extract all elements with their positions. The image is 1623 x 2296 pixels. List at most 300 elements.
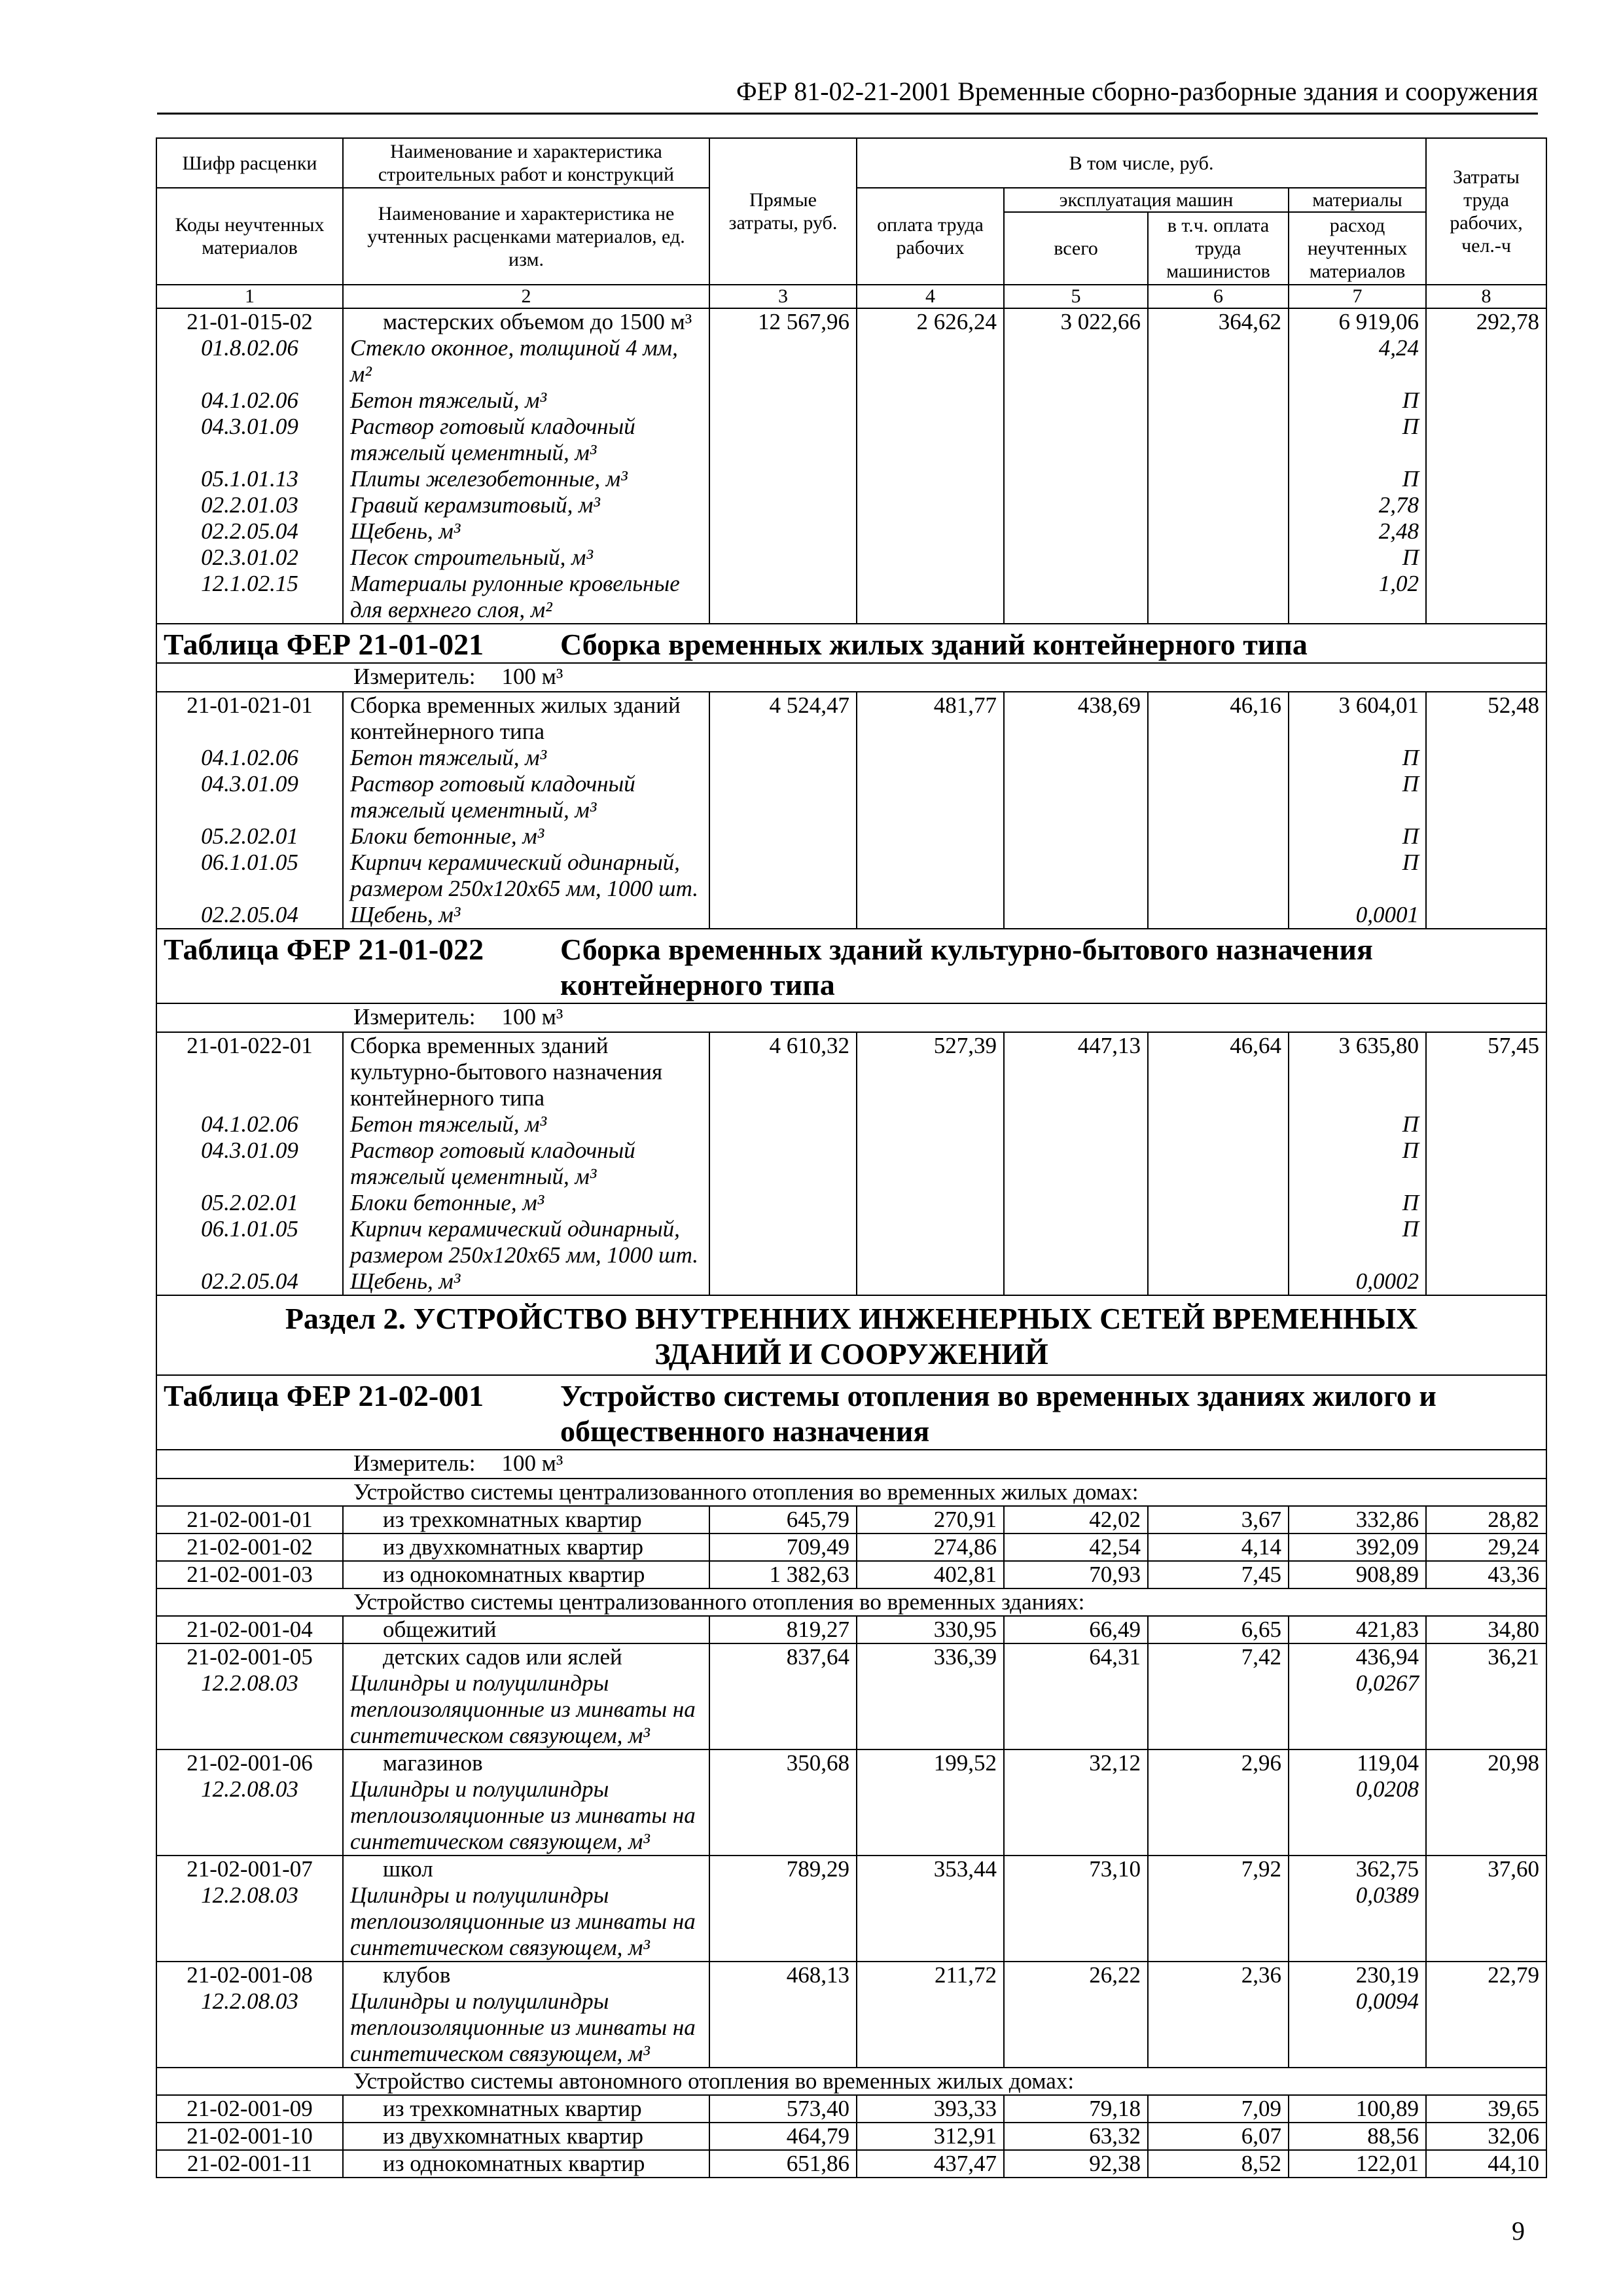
rate-value: 837,64	[709, 1643, 857, 1670]
rate-value: 199,52	[857, 1749, 1004, 1776]
rate-value: 8,52	[1148, 2150, 1289, 2178]
col-num: 8	[1426, 285, 1546, 308]
rate-value: 20,98	[1426, 1749, 1546, 1776]
page-number: 9	[1512, 2216, 1525, 2246]
subheading-row	[156, 2068, 1546, 2095]
rate-row	[156, 2123, 1546, 2150]
material-code: 04.1.02.06	[156, 387, 343, 414]
material-code: 05.2.02.01	[156, 823, 343, 850]
rate-name: магазинов	[343, 1749, 709, 1776]
empty-cell	[1148, 414, 1289, 466]
empty-cell	[1426, 466, 1546, 492]
empty-cell	[709, 1268, 857, 1295]
material-row	[156, 571, 1546, 624]
material-name: Кирпич керамический одинарный, размером 250х120х65 мм, 1000 шт.	[343, 1216, 709, 1268]
empty-cell	[1426, 771, 1546, 823]
rate-value: 88,56	[1289, 2123, 1426, 2150]
subheading: Устройство системы автономного отопления во временных жилых домах:	[156, 2068, 1546, 2095]
material-consumption: 0,0267	[1289, 1670, 1426, 1749]
rate-value: 32,06	[1426, 2123, 1546, 2150]
table-title-row	[156, 624, 1546, 663]
col-num: 4	[857, 285, 1004, 308]
material-consumption: П	[1289, 1216, 1426, 1268]
header-uncounted-codes: Коды неучтенных материалов	[156, 188, 343, 285]
measure-row	[156, 663, 1546, 692]
table-title-row	[156, 929, 1546, 1003]
subheading-row	[156, 1588, 1546, 1616]
empty-cell	[1148, 1111, 1289, 1138]
empty-cell	[857, 492, 1004, 518]
empty-cell	[709, 1988, 857, 2068]
material-code: 04.1.02.06	[156, 1111, 343, 1138]
col-num: 6	[1148, 285, 1289, 308]
rate-value: 645,79	[709, 1506, 857, 1534]
material-row	[156, 414, 1546, 466]
material-code: 01.8.02.06	[156, 335, 343, 387]
header-machines-total: всего	[1004, 212, 1148, 285]
empty-cell	[1148, 466, 1289, 492]
rate-row	[156, 1962, 1546, 1988]
rate-code: 21-01-021-01	[156, 692, 343, 745]
table-number: Таблица ФЕР 21-01-022	[164, 933, 484, 966]
empty-cell	[709, 745, 857, 771]
rate-value: 32,12	[1004, 1749, 1148, 1776]
section-title-row	[156, 1295, 1546, 1375]
rate-value: 393,33	[857, 2095, 1004, 2123]
empty-cell	[857, 1988, 1004, 2068]
empty-cell	[1426, 1268, 1546, 1295]
empty-cell	[1426, 745, 1546, 771]
rate-value: 330,95	[857, 1616, 1004, 1643]
rate-code: 21-01-022-01	[156, 1032, 343, 1111]
rate-row	[156, 692, 1546, 745]
rate-row	[156, 1506, 1546, 1534]
header-including: В том числе, руб.	[857, 138, 1426, 188]
empty-cell	[709, 1111, 857, 1138]
rate-name: общежитий	[343, 1616, 709, 1643]
empty-cell	[1004, 823, 1148, 850]
material-name: Блоки бетонные, м³	[343, 1190, 709, 1216]
rate-code: 21-02-001-08	[156, 1962, 343, 1988]
empty-cell	[1004, 414, 1148, 466]
material-consumption: 4,24	[1289, 335, 1426, 387]
rate-value: 353,44	[857, 1856, 1004, 1882]
material-row	[156, 387, 1546, 414]
empty-cell	[709, 850, 857, 902]
material-code: 06.1.01.05	[156, 1216, 343, 1268]
rate-value: 12 567,96	[709, 308, 857, 335]
rate-code: 21-02-001-10	[156, 2123, 343, 2150]
material-code: 12.2.08.03	[156, 1882, 343, 1962]
empty-cell	[1004, 1670, 1148, 1749]
empty-cell	[1004, 492, 1148, 518]
empty-cell	[1426, 1988, 1546, 2068]
rate-value: 332,86	[1289, 1506, 1426, 1534]
material-name: Плиты железобетонные, м³	[343, 466, 709, 492]
header-mat-consumption: расход неучтенных материалов	[1289, 212, 1426, 285]
rate-value: 46,16	[1148, 692, 1289, 745]
material-consumption: П	[1289, 387, 1426, 414]
material-consumption: П	[1289, 414, 1426, 466]
header-materials: материалы	[1289, 188, 1426, 212]
rate-value: 7,09	[1148, 2095, 1289, 2123]
rate-value: 3 022,66	[1004, 308, 1148, 335]
rate-value: 1 382,63	[709, 1561, 857, 1588]
rate-value: 2,36	[1148, 1962, 1289, 1988]
material-code: 12.1.02.15	[156, 571, 343, 624]
empty-cell	[857, 1111, 1004, 1138]
empty-cell	[709, 387, 857, 414]
empty-cell	[1004, 571, 1148, 624]
rate-code: 21-01-015-02	[156, 308, 343, 335]
empty-cell	[1426, 1882, 1546, 1962]
material-code: 12.2.08.03	[156, 1988, 343, 2068]
measure	[156, 663, 1546, 692]
measure-label: Измеритель:	[353, 664, 476, 689]
material-code: 02.3.01.02	[156, 545, 343, 571]
material-name: Бетон тяжелый, м³	[343, 1111, 709, 1138]
rate-value: 66,49	[1004, 1616, 1148, 1643]
empty-cell	[1148, 387, 1289, 414]
rate-value: 7,45	[1148, 1561, 1289, 1588]
empty-cell	[1004, 902, 1148, 929]
rate-name: клубов	[343, 1962, 709, 1988]
rate-value: 4,14	[1148, 1534, 1289, 1561]
rate-value: 119,04	[1289, 1749, 1426, 1776]
empty-cell	[709, 466, 857, 492]
material-consumption: 2,48	[1289, 518, 1426, 545]
empty-cell	[1148, 902, 1289, 929]
empty-cell	[1148, 771, 1289, 823]
empty-cell	[1148, 1190, 1289, 1216]
rate-name: из двухкомнатных квартир	[343, 2123, 709, 2150]
measure-value: 100 м³	[501, 664, 563, 689]
rate-value: 63,32	[1004, 2123, 1148, 2150]
empty-cell	[857, 571, 1004, 624]
table-title	[156, 1375, 1546, 1450]
empty-cell	[709, 545, 857, 571]
empty-cell	[1004, 1268, 1148, 1295]
empty-cell	[1426, 823, 1546, 850]
subheading: Устройство системы централизованного отопления во временных жилых домах:	[156, 1479, 1546, 1506]
empty-cell	[1004, 1190, 1148, 1216]
empty-cell	[857, 1216, 1004, 1268]
material-consumption: 0,0389	[1289, 1882, 1426, 1962]
empty-cell	[857, 850, 1004, 902]
header-code: Шифр расценки	[156, 138, 343, 188]
empty-cell	[857, 466, 1004, 492]
rate-value: 336,39	[857, 1643, 1004, 1670]
material-consumption: 0,0094	[1289, 1988, 1426, 2068]
rate-value: 37,60	[1426, 1856, 1546, 1882]
rate-code: 21-02-001-07	[156, 1856, 343, 1882]
material-consumption: 0,0002	[1289, 1268, 1426, 1295]
col-num: 5	[1004, 285, 1148, 308]
material-name: Песок строительный, м³	[343, 545, 709, 571]
table-title	[156, 929, 1546, 1003]
empty-cell	[1004, 1111, 1148, 1138]
rate-value: 270,91	[857, 1506, 1004, 1534]
rate-code: 21-02-001-02	[156, 1534, 343, 1561]
rate-value: 436,94	[1289, 1643, 1426, 1670]
empty-cell	[1148, 518, 1289, 545]
empty-cell	[1004, 771, 1148, 823]
empty-cell	[709, 1138, 857, 1190]
empty-cell	[1426, 518, 1546, 545]
empty-cell	[857, 414, 1004, 466]
material-code: 02.2.05.04	[156, 518, 343, 545]
empty-cell	[1426, 335, 1546, 387]
material-consumption: П	[1289, 1190, 1426, 1216]
material-code: 04.1.02.06	[156, 745, 343, 771]
empty-cell	[709, 771, 857, 823]
rate-name: школ	[343, 1856, 709, 1882]
material-consumption: П	[1289, 545, 1426, 571]
rate-value: 4 524,47	[709, 692, 857, 745]
rate-value: 468,13	[709, 1962, 857, 1988]
rate-value: 819,27	[709, 1616, 857, 1643]
empty-cell	[1426, 1216, 1546, 1268]
empty-cell	[1426, 1190, 1546, 1216]
table-header-row-1	[156, 138, 1546, 188]
empty-cell	[1148, 745, 1289, 771]
material-row	[156, 850, 1546, 902]
empty-cell	[1004, 745, 1148, 771]
rate-name: Сборка временных зданий культурно-бытового назначения контейнерного типа	[343, 1032, 709, 1111]
subheading: Устройство системы централизованного отопления во временных зданиях:	[156, 1588, 1546, 1616]
material-row	[156, 1111, 1546, 1138]
rate-value: 908,89	[1289, 1561, 1426, 1588]
empty-cell	[1148, 1216, 1289, 1268]
empty-cell	[1148, 1268, 1289, 1295]
material-row	[156, 1882, 1546, 1962]
material-name: Кирпич керамический одинарный, размером 250х120х65 мм, 1000 шт.	[343, 850, 709, 902]
measure	[156, 1450, 1546, 1479]
rate-value: 6,65	[1148, 1616, 1289, 1643]
material-row	[156, 466, 1546, 492]
empty-cell	[709, 335, 857, 387]
empty-cell	[1148, 335, 1289, 387]
material-code: 04.3.01.09	[156, 771, 343, 823]
empty-cell	[857, 1882, 1004, 1962]
rate-value: 28,82	[1426, 1506, 1546, 1534]
empty-cell	[1004, 466, 1148, 492]
empty-cell	[1148, 1670, 1289, 1749]
empty-cell	[857, 335, 1004, 387]
material-name: Раствор готовый кладочный тяжелый цементный, м³	[343, 414, 709, 466]
rate-value: 36,21	[1426, 1643, 1546, 1670]
rate-value: 4 610,32	[709, 1032, 857, 1111]
page-header: ФЕР 81-02-21-2001 Временные сборно-разборные здания и сооружения	[157, 73, 1538, 115]
table-title-text: Сборка временных жилых зданий контейнерного типа	[560, 628, 1308, 661]
rate-value: 57,45	[1426, 1032, 1546, 1111]
rate-value: 122,01	[1289, 2150, 1426, 2178]
rate-value: 402,81	[857, 1561, 1004, 1588]
material-code: 04.3.01.09	[156, 414, 343, 466]
material-row	[156, 492, 1546, 518]
empty-cell	[1148, 823, 1289, 850]
rate-row	[156, 1856, 1546, 1882]
empty-cell	[1004, 1138, 1148, 1190]
material-name: Цилиндры и полуцилиндры теплоизоляционные из минваты на синтетическом связующем, м³	[343, 1882, 709, 1962]
header-machinist-pay: в т.ч. оплата труда машинистов	[1148, 212, 1289, 285]
material-row	[156, 745, 1546, 771]
rate-code: 21-02-001-05	[156, 1643, 343, 1670]
material-consumption: П	[1289, 771, 1426, 823]
rate-value: 350,68	[709, 1749, 857, 1776]
material-code: 12.2.08.03	[156, 1776, 343, 1856]
header-name: Наименование и характеристика строительных работ и конструкций	[343, 138, 709, 188]
empty-cell	[709, 1776, 857, 1856]
rate-value: 6,07	[1148, 2123, 1289, 2150]
material-row	[156, 1138, 1546, 1190]
rate-value: 46,64	[1148, 1032, 1289, 1111]
material-consumption: 0,0001	[1289, 902, 1426, 929]
material-code: 02.2.05.04	[156, 902, 343, 929]
price-table	[156, 137, 1547, 2178]
rate-value: 2 626,24	[857, 308, 1004, 335]
material-name: Бетон тяжелый, м³	[343, 745, 709, 771]
empty-cell	[1148, 1988, 1289, 2068]
empty-cell	[1004, 1216, 1148, 1268]
rate-value: 447,13	[1004, 1032, 1148, 1111]
empty-cell	[1148, 1138, 1289, 1190]
rate-value: 92,38	[1004, 2150, 1148, 2178]
material-consumption: П	[1289, 1111, 1426, 1138]
material-row	[156, 518, 1546, 545]
material-row	[156, 1268, 1546, 1295]
empty-cell	[709, 492, 857, 518]
material-row	[156, 335, 1546, 387]
empty-cell	[857, 387, 1004, 414]
empty-cell	[709, 902, 857, 929]
empty-cell	[1426, 387, 1546, 414]
col-num: 3	[709, 285, 857, 308]
rate-value: 79,18	[1004, 2095, 1148, 2123]
rate-value: 39,65	[1426, 2095, 1546, 2123]
empty-cell	[1004, 850, 1148, 902]
rate-name: детских садов или яслей	[343, 1643, 709, 1670]
rate-value: 64,31	[1004, 1643, 1148, 1670]
empty-cell	[857, 518, 1004, 545]
table-number: Таблица ФЕР 21-02-001	[164, 1379, 484, 1412]
empty-cell	[1004, 335, 1148, 387]
empty-cell	[1426, 492, 1546, 518]
rate-row	[156, 2095, 1546, 2123]
rate-value: 709,49	[709, 1534, 857, 1561]
empty-cell	[1426, 850, 1546, 902]
rate-value: 29,24	[1426, 1534, 1546, 1561]
rate-value: 527,39	[857, 1032, 1004, 1111]
material-code: 02.2.01.03	[156, 492, 343, 518]
rate-row	[156, 1032, 1546, 1111]
material-name: Цилиндры и полуцилиндры теплоизоляционные из минваты на синтетическом связующем, м³	[343, 1776, 709, 1856]
empty-cell	[857, 823, 1004, 850]
measure-value: 100 м³	[501, 1004, 563, 1030]
empty-cell	[709, 571, 857, 624]
material-consumption: 0,0208	[1289, 1776, 1426, 1856]
empty-cell	[1148, 1882, 1289, 1962]
empty-cell	[1148, 850, 1289, 902]
empty-cell	[857, 545, 1004, 571]
col-num: 1	[156, 285, 343, 308]
rate-value: 52,48	[1426, 692, 1546, 745]
empty-cell	[857, 1268, 1004, 1295]
empty-cell	[1426, 1138, 1546, 1190]
measure	[156, 1003, 1546, 1032]
empty-cell	[857, 745, 1004, 771]
material-consumption: П	[1289, 850, 1426, 902]
header-labor-pay: оплата труда рабочих	[857, 188, 1004, 285]
table-title	[156, 624, 1546, 663]
material-name: Щебень, м³	[343, 902, 709, 929]
empty-cell	[1148, 545, 1289, 571]
rate-name: из двухкомнатных квартир	[343, 1534, 709, 1561]
rate-value: 73,10	[1004, 1856, 1148, 1882]
empty-cell	[857, 771, 1004, 823]
rate-row	[156, 1534, 1546, 1561]
material-consumption: П	[1289, 466, 1426, 492]
empty-cell	[1426, 545, 1546, 571]
material-code: 12.2.08.03	[156, 1670, 343, 1749]
rate-code: 21-02-001-01	[156, 1506, 343, 1534]
rate-code: 21-02-001-11	[156, 2150, 343, 2178]
measure-value: 100 м³	[501, 1450, 563, 1476]
material-name: Раствор готовый кладочный тяжелый цементный, м³	[343, 771, 709, 823]
rate-value: 6 919,06	[1289, 308, 1426, 335]
material-row	[156, 1190, 1546, 1216]
rate-value: 364,62	[1148, 308, 1289, 335]
empty-cell	[709, 1882, 857, 1962]
rate-row	[156, 1561, 1546, 1588]
empty-cell	[1004, 545, 1148, 571]
rate-value: 211,72	[857, 1962, 1004, 1988]
rate-row	[156, 308, 1546, 335]
material-code: 06.1.01.05	[156, 850, 343, 902]
rate-value: 392,09	[1289, 1534, 1426, 1561]
empty-cell	[1004, 518, 1148, 545]
material-name: Щебень, м³	[343, 1268, 709, 1295]
rate-value: 421,83	[1289, 1616, 1426, 1643]
header-machines: эксплуатация машин	[1004, 188, 1289, 212]
empty-cell	[709, 1216, 857, 1268]
rate-code: 21-02-001-03	[156, 1561, 343, 1588]
material-row	[156, 1988, 1546, 2068]
rate-value: 573,40	[709, 2095, 857, 2123]
material-name: Материалы рулонные кровельные для верхнего слоя, м²	[343, 571, 709, 624]
rate-value: 26,22	[1004, 1962, 1148, 1988]
rate-name: из трехкомнатных квартир	[343, 1506, 709, 1534]
material-name: Стекло оконное, толщиной 4 мм, м²	[343, 335, 709, 387]
section-title: Раздел 2. УСТРОЙСТВО ВНУТРЕННИХ ИНЖЕНЕРНЫХ СЕТЕЙ ВРЕМЕННЫХ ЗДАНИЙ И СООРУЖЕНИЙ	[156, 1295, 1546, 1375]
rate-name: мастерских объемом до 1500 м³	[343, 308, 709, 335]
rate-row	[156, 1643, 1546, 1670]
empty-cell	[1004, 1882, 1148, 1962]
rate-row	[156, 1749, 1546, 1776]
rate-code: 21-02-001-09	[156, 2095, 343, 2123]
rate-value: 100,89	[1289, 2095, 1426, 2123]
material-code: 02.2.05.04	[156, 1268, 343, 1295]
empty-cell	[1426, 1111, 1546, 1138]
material-name: Гравий керамзитовый, м³	[343, 492, 709, 518]
empty-cell	[1148, 571, 1289, 624]
material-row	[156, 545, 1546, 571]
empty-cell	[1148, 1776, 1289, 1856]
empty-cell	[1426, 414, 1546, 466]
material-consumption: 1,02	[1289, 571, 1426, 624]
table-number: Таблица ФЕР 21-01-021	[164, 628, 484, 661]
rate-value: 312,91	[857, 2123, 1004, 2150]
